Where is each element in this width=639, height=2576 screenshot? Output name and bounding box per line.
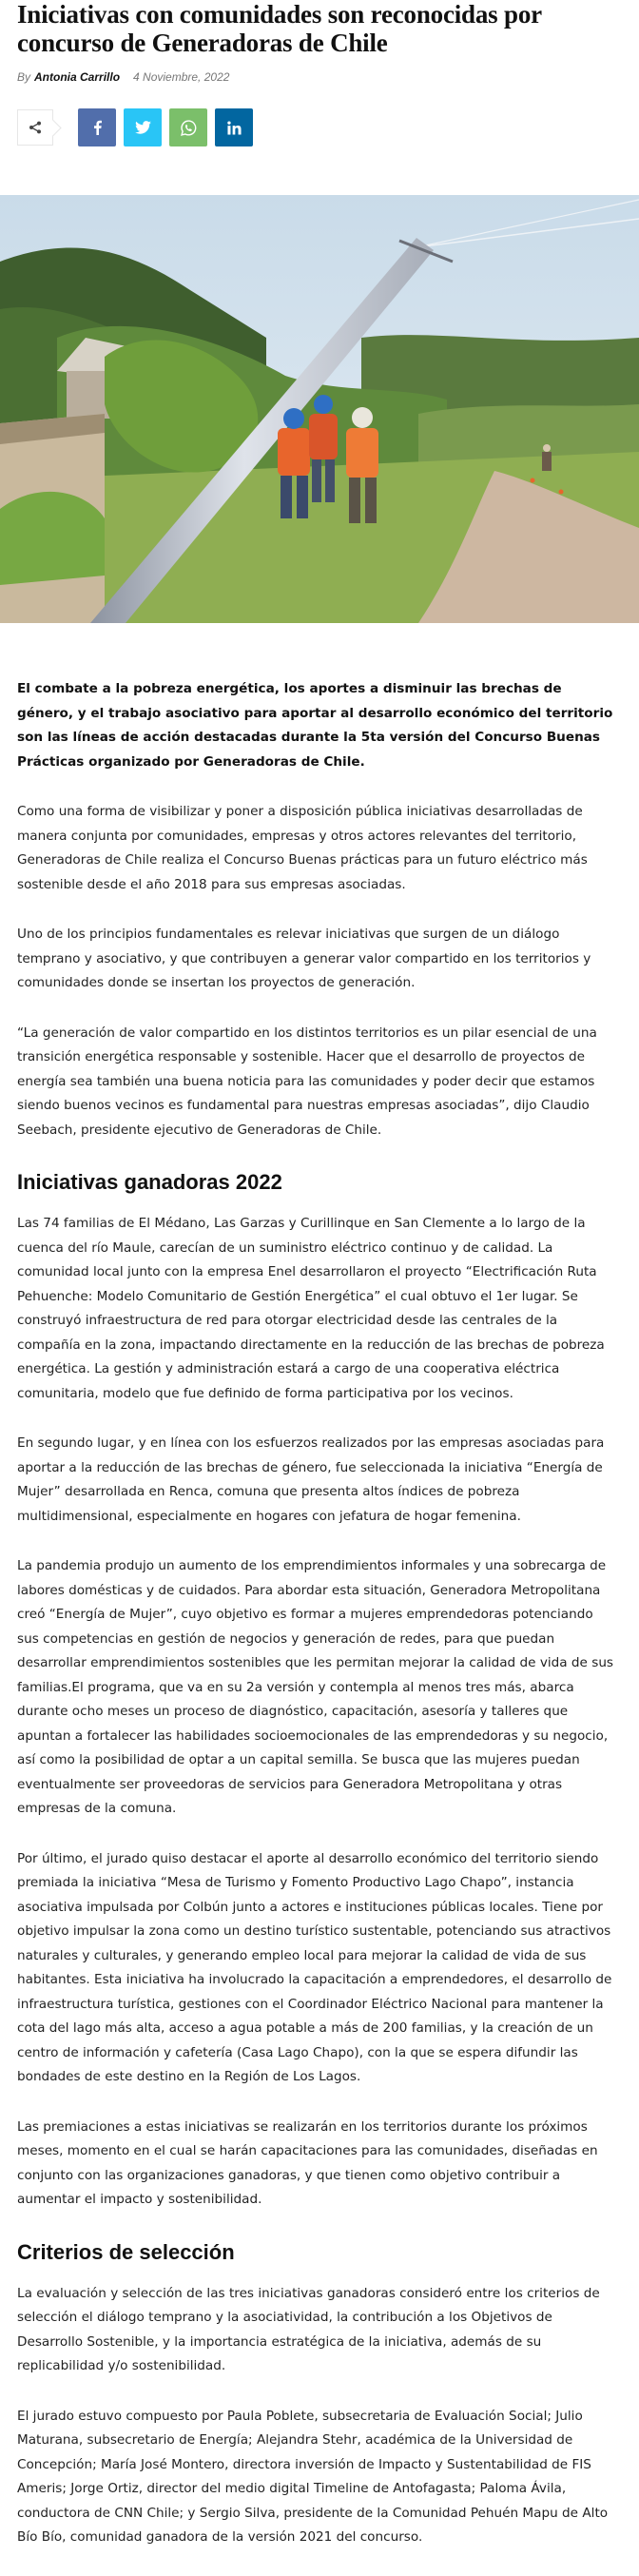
linkedin-icon — [227, 121, 242, 135]
whatsapp-icon — [181, 120, 197, 136]
paragraph-3: “La generación de valor compartido en los distintos territorios es un pilar esencial de una transición energética responsable y sostenible. Hacer que el desarrollo de proyectos de energía sea también una buena noticia para las comunidades y poder decir que estamos siendo buenos vecinos es fundamental para nuestras empresas asociadas”, dijo Claudio Seebach, presidente ejecutivo de Generadoras de Chile. — [17, 1025, 597, 1138]
article-meta — [17, 68, 622, 86]
paragraph-8: Las premiaciones a estas iniciativas se realizarán en los territorios durante los próximos meses, momento en el cual se harán capacitaciones para las comunidades, diseñadas en conjunto con las organizaciones ganadoras, y que tienen como objetivo contribuir a aumentar el impacto y sostenibilidad. — [17, 2118, 598, 2207]
author-link[interactable]: Antonia Carrillo — [34, 70, 121, 84]
article-body — [17, 677, 618, 2576]
paragraph-9: La evaluación y selección de las tres iniciativas ganadoras consideró entre los criterios de selección el diálogo temprano y la asociatividad, la contribución a los Objetivos de Desarrollo Sostenible, y la importancia estratégica de la iniciativa, además de su replicabilidad y/o sostenibilidad. — [17, 2285, 600, 2373]
share-icon — [29, 121, 42, 134]
section-heading-ganadoras: Iniciativas ganadoras 2022 — [17, 1170, 282, 1194]
twitter-icon — [135, 121, 151, 134]
paragraph-5: En segundo lugar, y en línea con los esfuerzos realizados por las empresas asociadas para aportar a la reducción de las brechas de género, fue seleccionada la iniciativa “Energía de Mujer” desarrollada en Renca, comuna que presenta altos índices de pobreza multidimensional, especialmente en hogares con jefatura de hogar femenina. — [17, 1435, 605, 1524]
publish-date: 4 Noviembre, 2022 — [133, 70, 230, 84]
hero-photo-illustration — [0, 195, 639, 623]
worker-distant — [542, 444, 552, 471]
article-lead: El combate a la pobreza energética, los aportes a disminuir las brechas de género, y el trabajo asociativo para aportar al desarrollo económico del territorio son las líneas de acción destacadas durante la 5ta versión del Concurso Buenas Prácticas organizado por Generadoras de Chile. — [17, 681, 613, 770]
share-bar — [17, 108, 622, 146]
article-hero-image — [0, 195, 639, 623]
facebook-share-button[interactable] — [78, 108, 116, 146]
paragraph-1: Como una forma de visibilizar y poner a disposición pública iniciativas desarrolladas de manera conjunta por comunidades, empresas y otros actores relevantes del territorio, Generadoras de Chile realiza el Concurso Buenas prácticas para un futuro eléctrico más sostenible desde el año 2018 para sus empresas asociadas. — [17, 804, 588, 892]
section-heading-criterios: Criterios de selección — [17, 2239, 235, 2264]
share-toggle-button[interactable] — [17, 109, 53, 146]
paragraph-2: Uno de los principios fundamentales es relevar iniciativas que surgen de un diálogo temprano y asociativo, y que contribuyen a generar valor compartido en los territorios y comunidades donde se insertan los proyectos de generación. — [17, 927, 591, 990]
paragraph-7: Por último, el jurado quiso destacar el aporte al desarrollo económico del territorio siendo premiada la iniciativa “Mesa de Turismo y Fomento Productivo Lago Chapo”, instancia asociativa impulsada por Colbún junto a actores e instituciones públicas locales. Tiene por objetivo impulsar la zona como un destino turístico sustentable, potenciando sus atractivos naturales y culturales, y generando empleo local para mejorar la calidad de vida de sus habitantes. Esta iniciativa ha involucrado la capacitación a emprendedores, el desarrollo de infraestructura turística, gestiones con el Coordinador Eléctrico Nacional para mantener la cota del lago más alta, acceso a agua potable a más de 200 familias, y la creación de un centro de información y cafetería (Casa Lago Chapo), con la que se espera difundir las bondades de este destino en la Región de Los Lagos. — [17, 1850, 612, 2084]
by-label: By — [17, 70, 31, 84]
whatsapp-share-button[interactable] — [169, 108, 207, 146]
twitter-share-button[interactable] — [124, 108, 162, 146]
paragraph-6: La pandemia produjo un aumento de los emprendimientos informales y una sobrecarga de labores domésticas y de cuidados. Para abordar esta situación, Generadora Metropolitana creó “Energía de Mujer”, cuyo objetivo es formar a mujeres emprendedoras potenciando sus competencias en gestión de negocios y generación de redes, para que puedan desarrollar emprendimientos sostenibles que les permitan mejorar la calidad de vida de sus familias.El programa, que va en su 2a versión y contempla al menos tres más, abarca durante ocho meses un proceso de diagnóstico, capacitación, asesoría y talleres que apuntan a fortalecer las habilidades socioemocionales de las emprendedoras y su negocio, así como la posibilidad de optar a un capital semilla. Se busca que las mujeres puedan eventualmente ser proveedoras de servicios para Generadora Metropolitana y otras empresas de la comuna. — [17, 1558, 614, 1816]
linkedin-share-button[interactable] — [215, 108, 253, 146]
paragraph-10: El jurado estuvo compuesto por Paula Poblete, subsecretaria de Evaluación Social; Julio Maturana, subsecretario de Energía; Alejandra Stehr, académica de la Universidad de Concepción; María José Montero, directora inversión de Impacto y Sustentabilidad de FIS Ameris; Jorge Ortiz, director del medio digital Timeline de Antofagasta; Paloma Ávila, conductora de CNN Chile; y Sergio Silva, presidente de la Comunidad Pehuén Mapu de Alto Bío Bío, comunidad ganadora de la versión 2021 del concurso. — [17, 2408, 609, 2545]
paragraph-4: Las 74 familias de El Médano, Las Garzas y Curillinque en San Clemente a lo largo de la cuenca del río Maule, carecían de un suministro eléctrico continuo y de calidad. La comunidad local junto con la empresa Enel desarrollaron el proyecto “Electrificación Ruta Pehuenche: Modelo Comunitario de Gestión Energética” el cual obtuvo el 1er lugar. Se construyó infraestructura de red para otorgar electricidad desde las centrales de la compañía en la zona, impactando directamente en la reducción de las brechas de pobreza energética. La gestión y administración estará a cargo de una cooperativa eléctrica comunitaria, modelo que fue definido de forma participativa por los vecinos. — [17, 1216, 605, 1401]
article-title: Iniciativas con comunidades son reconocidas por concurso de Generadoras de Chile — [17, 0, 542, 57]
facebook-icon — [93, 120, 102, 135]
